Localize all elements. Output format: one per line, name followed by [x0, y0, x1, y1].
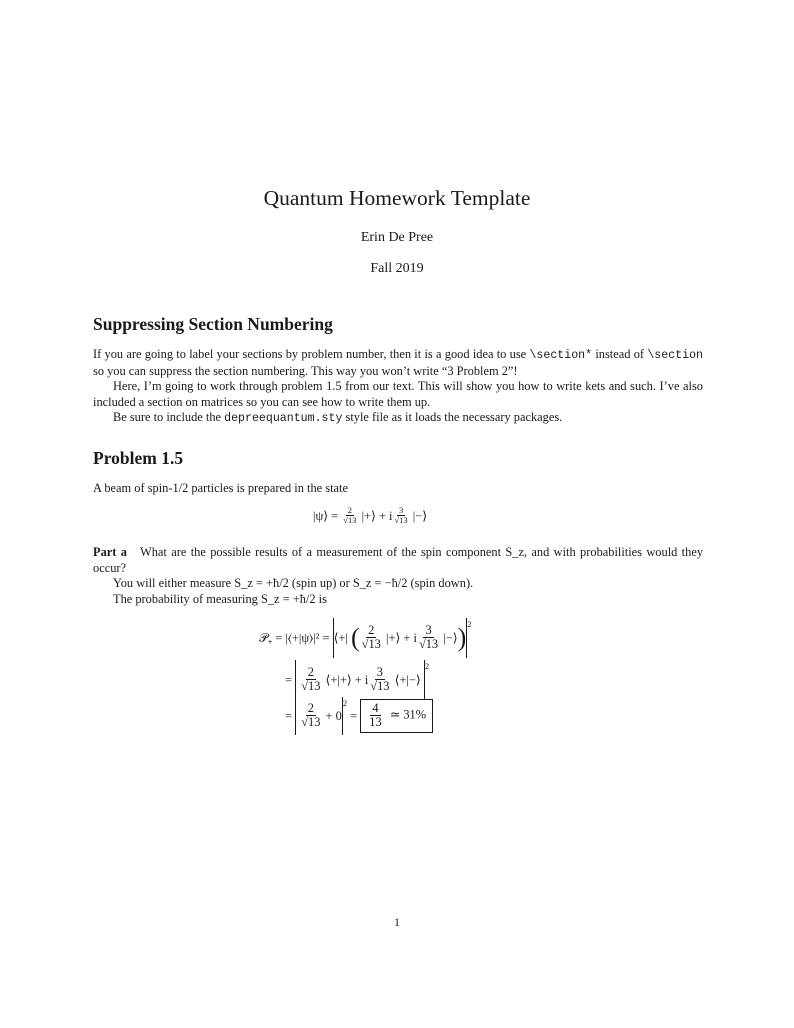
derivation-line-3: [285, 697, 433, 735]
eq-lhs: |ψ⟩ =: [313, 508, 339, 523]
section1-body: [93, 347, 703, 427]
fraction: [300, 666, 321, 694]
paren-close: ): [457, 623, 467, 652]
fraction: [300, 702, 321, 730]
ket-plus: |+⟩: [385, 631, 401, 645]
ket-minus: |−⟩: [412, 508, 428, 523]
text: style file as it loads the necessary packages.: [342, 410, 563, 425]
denominator: √13: [301, 715, 321, 730]
denominator: √13: [418, 637, 439, 652]
answer-line-2: The probability of measuring S_z = +ħ/2 is: [113, 591, 327, 606]
abs-bar: [295, 697, 296, 735]
denominator: √13: [361, 637, 381, 652]
equals: =: [350, 708, 358, 723]
numerator: 3: [398, 505, 404, 515]
part-a-block: [93, 545, 703, 607]
document-author: Erin De Pree: [360, 230, 434, 245]
derivation-line-1: [259, 618, 471, 658]
paragraph-1: [93, 347, 703, 379]
part-a-question: [93, 545, 703, 576]
derivation-line-2: [285, 660, 429, 700]
plus-i: + i: [403, 630, 417, 645]
denominator: 13: [369, 715, 382, 730]
equals: =: [285, 672, 292, 687]
numerator: 2: [307, 701, 314, 716]
code-section-star: \section*: [529, 349, 593, 362]
text: If you are going to label your sections by problem number, then it is a good idea to use: [93, 347, 530, 361]
result-approx: ≃ 31%: [389, 707, 427, 722]
numerator: 3: [376, 665, 383, 680]
ket-plus: |+⟩ + i: [361, 508, 393, 523]
text: Be sure to include the: [113, 410, 225, 425]
document-title: Quantum Homework Template: [263, 186, 531, 210]
text: so you can suppress the section numbering. This way you won’t write “3 Problem 2”!: [93, 363, 518, 378]
paragraph-2: Here, I’m going to work through problem 1.5 from our text. This will show you how to write kets and such. I’ve also included a section on matrices so you can see how to write them up.: [93, 379, 703, 409]
numerator: 2: [368, 623, 375, 638]
answer-line-1: You will either measure S_z = +ħ/2 (spin up) or S_z = −ħ/2 (spin down).: [113, 576, 474, 591]
text: instead of: [592, 347, 648, 361]
fraction: [342, 506, 357, 525]
code-section: \section: [647, 349, 703, 362]
paragraph-3: [93, 410, 703, 427]
fraction: [394, 506, 409, 525]
boxed-result: [360, 699, 433, 733]
document-date: Fall 2019: [370, 261, 424, 276]
numerator: 4: [372, 701, 379, 716]
fraction: [369, 666, 390, 694]
fraction: [368, 702, 382, 730]
probability-lhs: 𝒫₊ = |⟨+|ψ⟩|² =: [259, 630, 330, 645]
fraction: [418, 624, 439, 652]
braket-plus-minus: ⟨+|−⟩: [394, 673, 421, 687]
part-label: Part a: [93, 545, 127, 559]
ket-minus: |−⟩: [443, 631, 458, 645]
abs-bar: [295, 660, 296, 700]
plus-zero: + 0: [325, 708, 342, 723]
equals: =: [285, 708, 292, 723]
denominator: √13: [370, 679, 390, 694]
denominator: √13: [343, 514, 357, 525]
problem-intro: A beam of spin-1/2 particles is prepared in the state: [93, 481, 348, 495]
paren-open: (: [351, 623, 360, 652]
plus-i: + i: [354, 672, 369, 687]
denominator: √13: [394, 514, 408, 525]
exponent: 2: [424, 661, 430, 671]
question-text: What are the possible results of a measurement of the spin component S_z, and with probabilities would they occur?: [93, 545, 704, 575]
page-number: 1: [394, 915, 400, 929]
section-heading-suppressing: Suppressing Section Numbering: [93, 314, 333, 334]
denominator: √13: [301, 679, 321, 694]
code-sty-file: depreequantum.sty: [224, 412, 343, 426]
numerator: 2: [347, 505, 352, 515]
fraction: [361, 624, 382, 652]
section-heading-problem: Problem 1.5: [93, 448, 184, 468]
exponent: 2: [342, 698, 348, 708]
numerator: 3: [425, 623, 432, 638]
numerator: 2: [307, 665, 314, 680]
bra-plus: ⟨+|: [333, 631, 348, 645]
state-equation: [313, 506, 427, 525]
exponent: 2: [467, 619, 472, 629]
braket-plus-plus: ⟨+|+⟩: [325, 673, 352, 687]
